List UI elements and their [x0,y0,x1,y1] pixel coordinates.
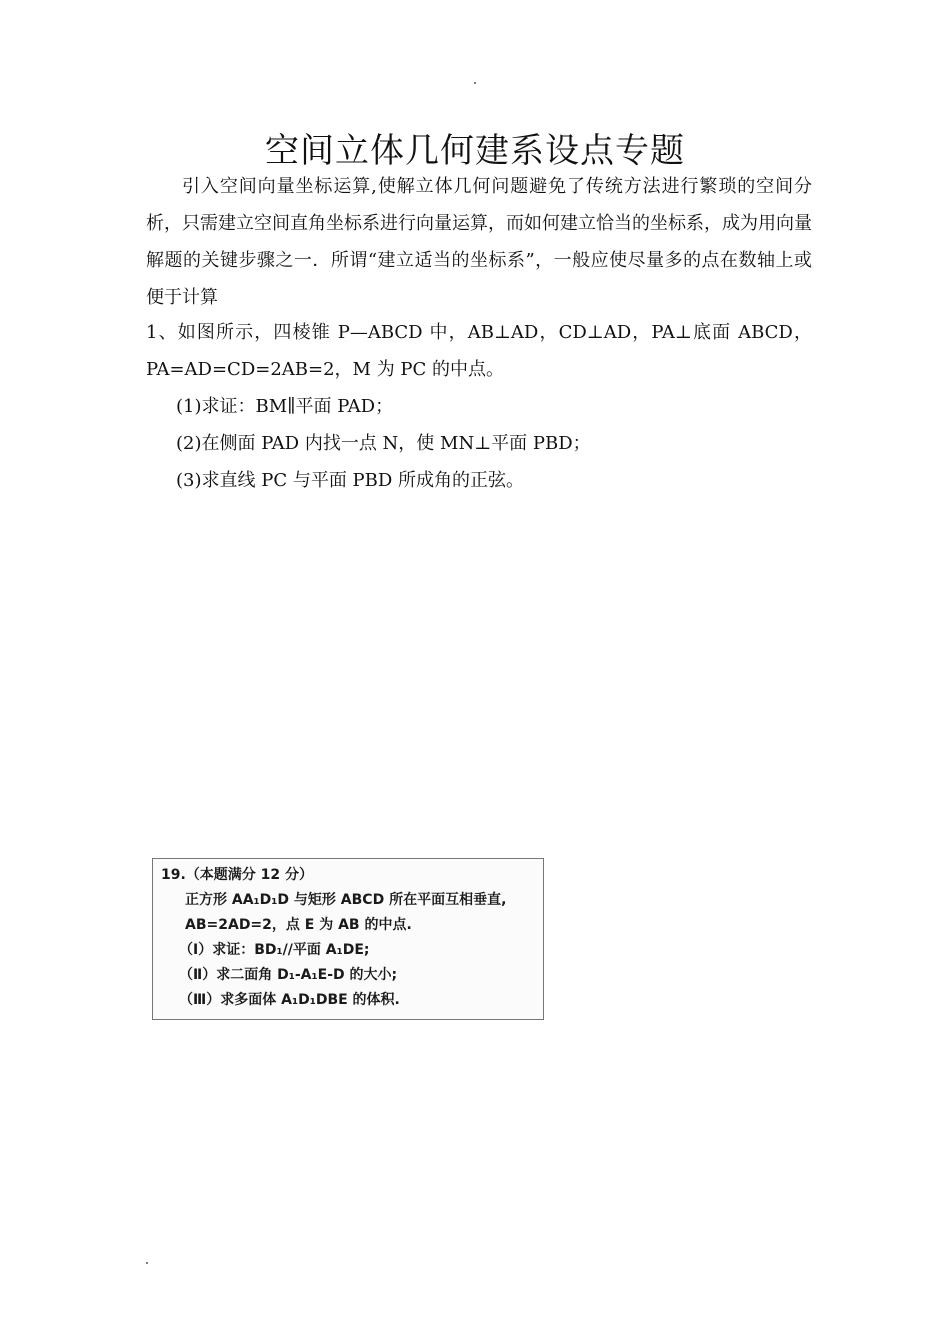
question-19-part-3: （Ⅲ）求多面体 A₁D₁DBE 的体积. [179,992,400,1008]
question-19-part-2: （Ⅱ）求二面角 D₁-A₁E-D 的大小; [179,967,398,983]
page-footer-dot [146,1262,148,1264]
question-19-part-1: （Ⅰ）求证：BD₁//平面 A₁DE; [179,942,370,958]
intro-paragraph: 引入空间向量坐标运算,使解立体几何问题避免了传统方法进行繁琐的空间分析，只需建立空间直角坐标系进行向量运算，而如何建立恰当的坐标系，成为用向量解题的关键步骤之一．所谓“建立适当的坐标系”，一般应使尽量多的点在数轴上或便于计算 [146,176,812,308]
question-1-part-2: (2)在侧面 PAD 内找一点 N，使 MN⊥平面 PBD； [176,433,591,454]
question-19-line-2: AB=2AD=2，点 E 为 AB 的中点. [185,917,412,933]
question-19-header: 19.（本题满分 12 分） [161,867,314,883]
question-19-image-box [152,858,544,1020]
question-1-stem: 1、如图所示，四棱锥 P—ABCD 中，AB⊥AD，CD⊥AD，PA⊥底面 ABCD，PA=AD=CD=2AB=2，M 为 PC 的中点。 [146,322,812,380]
question-1-part-3: (3)求直线 PC 与平面 PBD 所成角的正弦。 [176,470,525,491]
page-title: 空间立体几何建系设点专题 [265,130,685,171]
question-1 [146,314,812,499]
page-header-dot [474,82,476,84]
question-19-line-1: 正方形 AA₁D₁D 与矩形 ABCD 所在平面互相垂直, [185,892,507,908]
question-1-part-1: (1)求证：BM∥平面 PAD； [176,396,394,417]
